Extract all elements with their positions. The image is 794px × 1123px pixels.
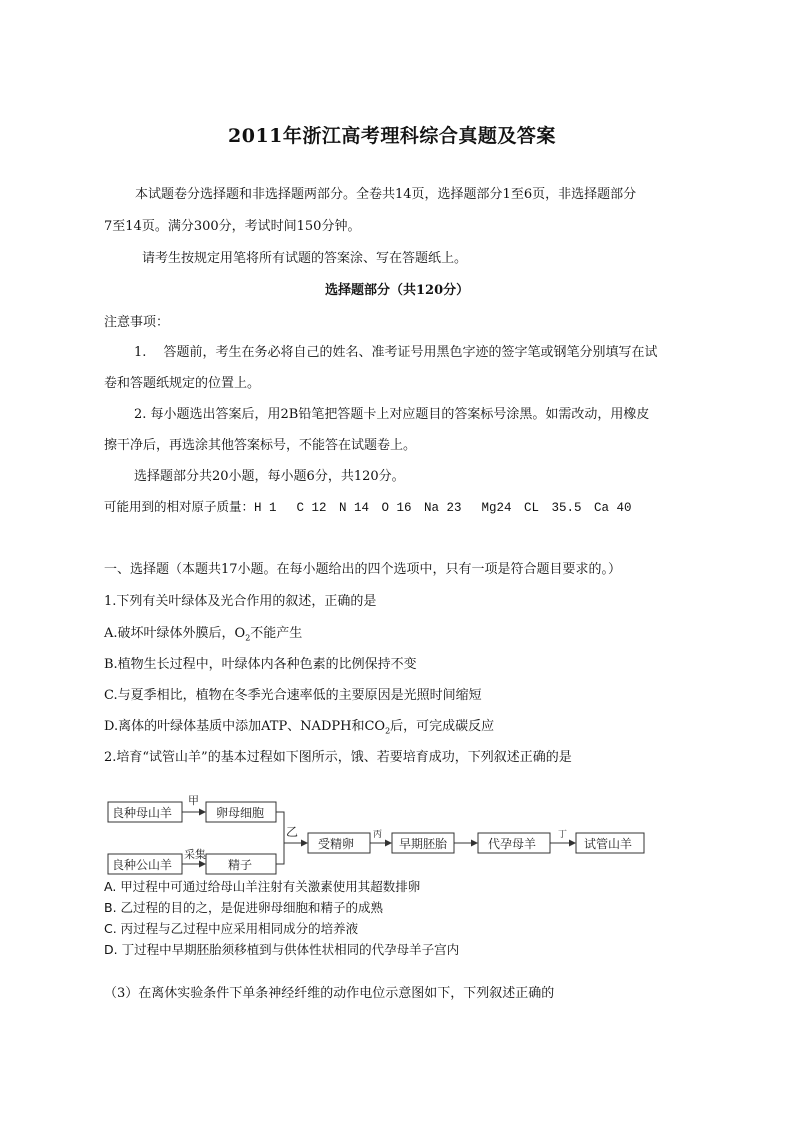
page-title: 2011年浙江高考理科综合真题及答案 [228,125,556,147]
q1-option-d-sub: 2 [385,726,391,736]
diagram-label-early-embryo: 早期胚胎 [399,837,448,851]
notice-label: 注意事项： [104,315,170,330]
q2-option-b: B. 乙过程的目的之，是促进卵母细胞和精子的成熟 [104,900,384,915]
q1-option-d-post: 后，可完成碳反应 [390,719,495,734]
diagram-label-female-goat: 良种母山羊 [112,806,173,820]
notice-item-2-line-1: 2. 每小题选出答案后，用2B铅笔把答题卡上对应题目的答案标号涂黑。如需改动，用橡皮 [134,407,650,422]
intro-line-1: 本试题卷分选择题和非选择题两部分。全卷共14页，选择题部分1至6页，非选择题部分 [135,187,637,202]
notice-item-1-line-1: 1. 答题前，考生在务必将自己的姓名、准考证号用黑色字迹的签字笔或钢笔分别填写在试 [134,345,658,360]
notice-item-1-line-2: 卷和答题纸规定的位置上。 [104,376,261,391]
q2-stem: 2.培育“试管山羊”的基本过程如下图所示，饿、若要培育成功，下列叙述正确的是 [104,750,572,765]
diagram-label-jia: 甲 [188,794,199,807]
intro-line-2: 7至14页。满分300分，考试时间150分钟。 [104,219,361,234]
diagram-label-surrogate: 代孕母羊 [488,837,537,851]
q2-option-c: C. 丙过程与乙过程中应采用相同成分的培养液 [104,921,359,936]
q2-option-d: D. 丁过程中早期胚胎须移植到与供体性状相同的代孕母羊子宫内 [104,942,460,957]
diagram-label-yi: 乙 [286,825,299,839]
diagram-label-sperm: 精子 [228,858,253,872]
q1-option-a-sub: 2 [245,633,251,643]
notice-item-2-line-2: 擦干净后，再选涂其他答案标号，不能答在试题卷上。 [104,438,417,453]
q1-option-a [104,625,302,643]
q1-option-c: C.与夏季相比，植物在冬季光合速率低的主要原因是光照时间缩短 [104,688,482,703]
q1-option-a-post: 不能产生 [250,626,303,641]
goat-breeding-flow-diagram [102,792,650,876]
part1-heading: 一、选择题（本题共17小题。在每小题给出的四个选项中，只有一项是符合题目要求的。） [104,562,622,577]
q1-option-d-pre: D.离体的叶绿体基质中添加ATP、NADPH和CO [104,719,386,734]
diagram-label-result: 试管山羊 [584,837,633,851]
atomic-masses: 可能用到的相对原子质量：H 1 C 12 N 14 O 16 Na 23 Mg24 CL 35.5 Ca 40 [104,501,632,515]
diagram-label-male-goat: 良种公山羊 [112,858,173,872]
diagram-label-caiji: 采集 [184,848,206,861]
q1-stem: 1.下列有关叶绿体及光合作用的叙述，正确的是 [104,594,377,609]
diagram-label-bing: 丙 [373,830,383,840]
q3-stem: （3）在离休实验条件下单条神经纤维的动作电位示意图如下，下列叙述正确的 [104,986,555,1001]
section-heading: 选择题部分（共120分） [325,283,470,298]
diagram-label-zygote: 受精卵 [318,837,355,851]
notice-item-3: 选择题部分共20小题，每小题6分，共120分。 [134,469,405,484]
q1-option-d [104,718,494,736]
diagram-label-ding: 丁 [558,830,568,840]
diagram-label-egg-cell: 卵母细胞 [216,806,265,820]
q2-option-a: A. 甲过程中可通过给母山羊注射有关激素使用其超数排卵 [104,879,421,894]
q1-option-a-pre: A.破坏叶绿体外膜后，O [104,626,246,641]
intro-line-3: 请考生按规定用笔将所有试题的答案涂、写在答题纸上。 [142,251,468,266]
q1-option-b: B.植物生长过程中，叶绿体内各种色素的比例保持不变 [104,657,417,672]
